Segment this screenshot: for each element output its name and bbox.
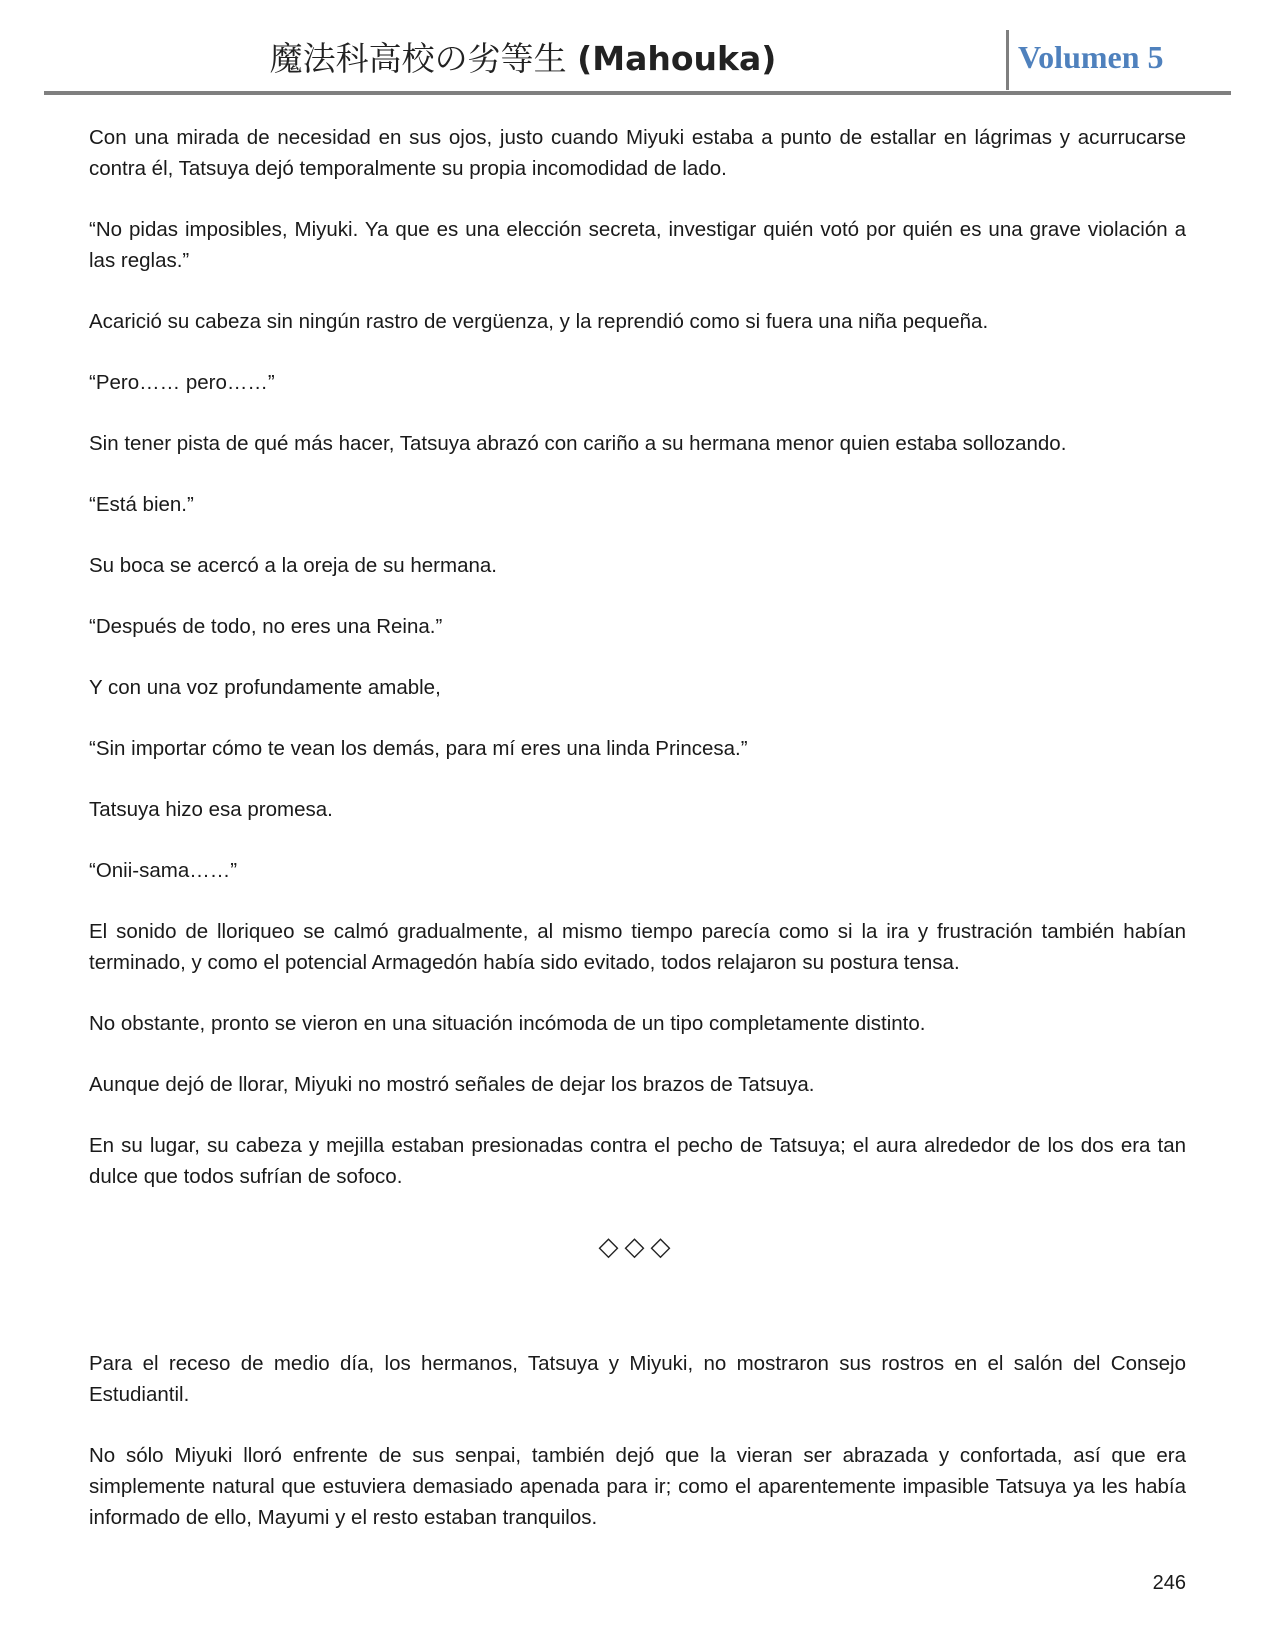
book-title-japanese: 魔法科高校の劣等生: [269, 39, 567, 78]
paragraph: Tatsuya hizo esa promesa.: [89, 798, 333, 821]
page-body: [89, 122, 1186, 1563]
paragraph: “Está bien.”: [89, 493, 194, 516]
paragraph: Aunque dejó de llorar, Miyuki no mostró señales de dejar los brazos de Tatsuya.: [89, 1073, 815, 1096]
paragraph: Y con una voz profundamente amable,: [89, 676, 441, 699]
paragraph: No obstante, pronto se vieron en una situación incómoda de un tipo completamente distinto.: [89, 1012, 926, 1035]
page-number: 246: [1152, 1572, 1186, 1594]
scene-break-diamonds: ◇◇◇: [598, 1232, 677, 1262]
paragraph: Con una mirada de necesidad en sus ojos, justo cuando Miyuki estaba a punto de estallar en lágrimas y acurrucarse contra él, Tatsuya dejó temporalmente su propia incomodidad de lado.: [89, 126, 1186, 180]
paragraph: Acarició su cabeza sin ningún rastro de vergüenza, y la reprendió como si fuera una niña pequeña.: [89, 310, 989, 333]
paragraph: El sonido de lloriqueo se calmó gradualmente, al mismo tiempo parecía como si la ira y frustración también habían terminado, y como el potencial Armagedón había sido evitado, todos relajaron su postura tensa.: [89, 920, 1186, 974]
paragraph: Para el receso de medio día, los hermanos, Tatsuya y Miyuki, no mostraron sus rostros en el salón del Consejo Estudiantil.: [89, 1352, 1186, 1406]
paragraph: “Pero…… pero……”: [89, 371, 275, 394]
paragraph: “Después de todo, no eres una Reina.”: [89, 615, 443, 638]
paragraph: No sólo Miyuki lloró enfrente de sus senpai, también dejó que la vieran ser abrazada y confortada, así que era simplemente natural que estuviera demasiado apenada para ir; como el aparentemente impasible Tatsuya ya les había informado de ello, Mayumi y el resto estaban tranquilos.: [89, 1444, 1186, 1529]
paragraph: En su lugar, su cabeza y mejilla estaban presionadas contra el pecho de Tatsuya; el aura alrededor de los dos era tan dulce que todos sufrían de sofoco.: [89, 1134, 1186, 1188]
header-rule: [44, 91, 1231, 95]
book-title-romaji: (Mahouka): [577, 39, 777, 78]
volume-label: Volumen 5: [1018, 39, 1164, 75]
page-header: [0, 0, 1275, 100]
paragraph: “Sin importar cómo te vean los demás, para mí eres una linda Princesa.”: [89, 737, 748, 760]
book-title: [42, 38, 1004, 80]
paragraph: “Onii-sama……”: [89, 859, 238, 882]
paragraph: Su boca se acercó a la oreja de su hermana.: [89, 554, 497, 577]
paragraph: Sin tener pista de qué más hacer, Tatsuya abrazó con cariño a su hermana menor quien estaba sollozando.: [89, 432, 1067, 455]
header-divider-vertical: [1006, 30, 1009, 90]
paragraph: “No pidas imposibles, Miyuki. Ya que es una elección secreta, investigar quién votó por quién es una grave violación a las reglas.”: [89, 218, 1186, 272]
